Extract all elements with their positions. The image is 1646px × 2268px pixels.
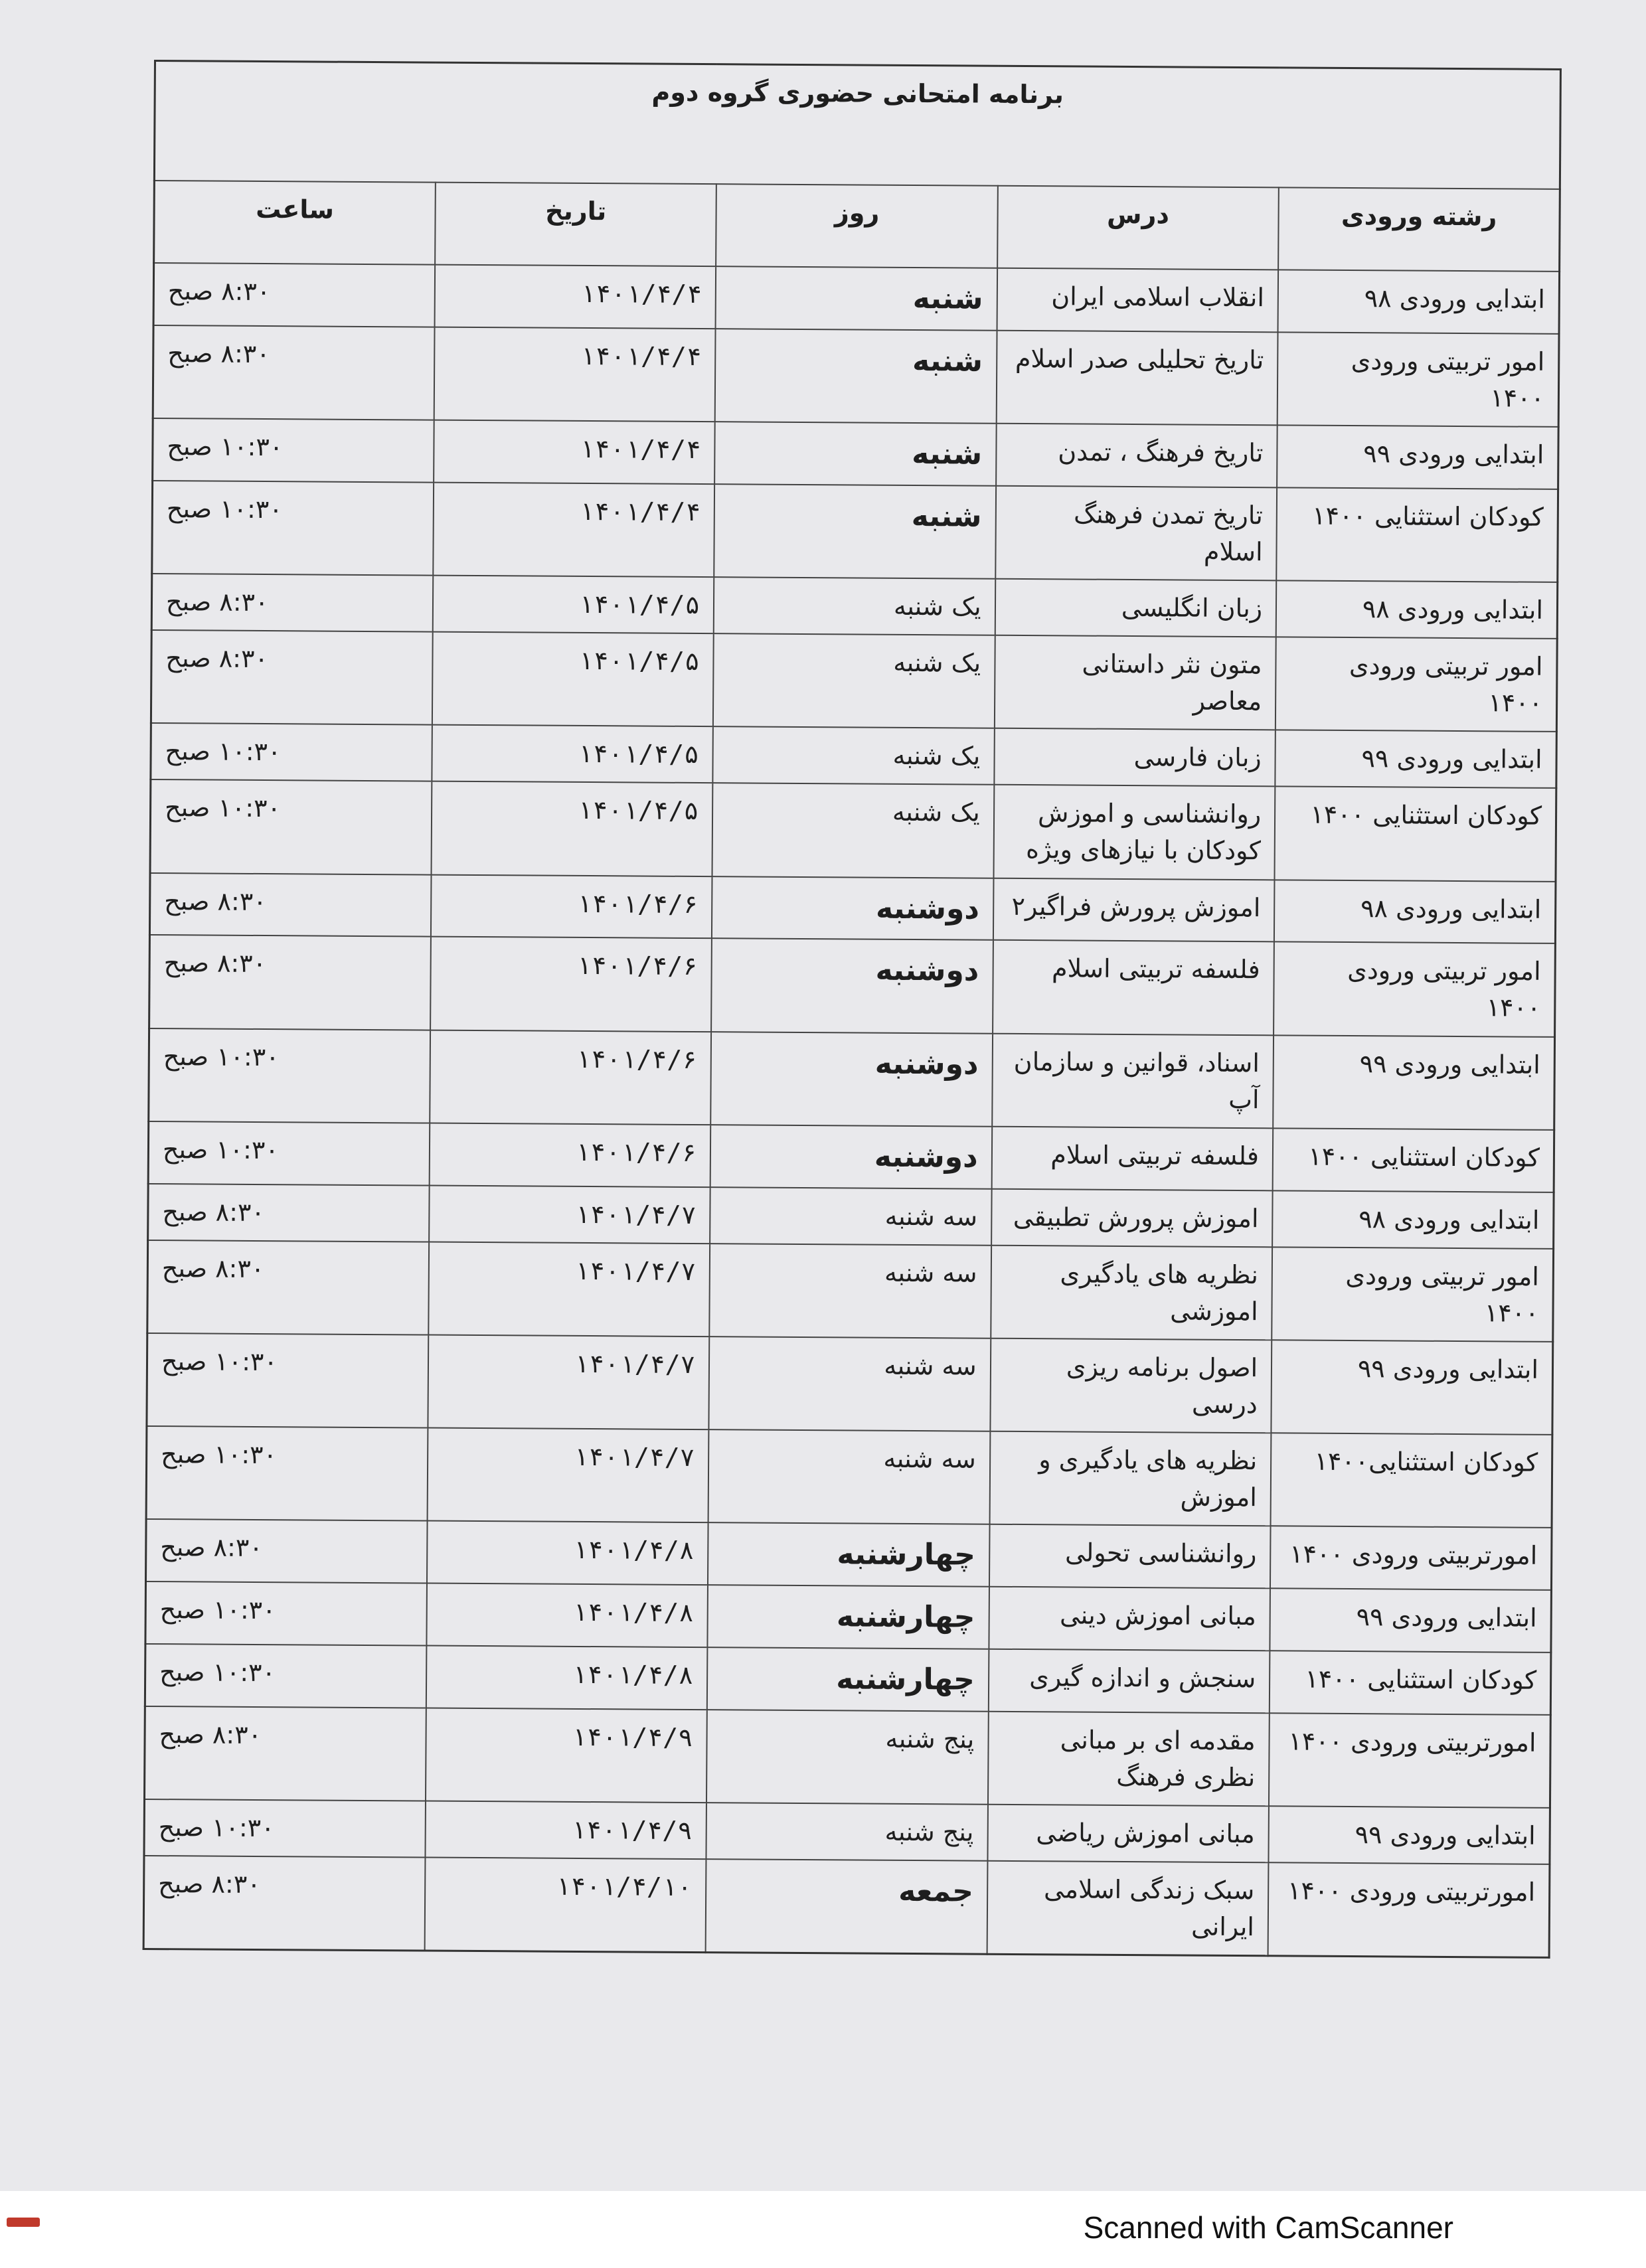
cell-field: ابتدایی ورودی ۹۹ <box>1277 425 1558 489</box>
cell-day: دوشنبه <box>710 1125 992 1188</box>
cell-date: ۱۴۰۱/۴/۵ <box>431 781 712 876</box>
cell-field: ابتدایی ورودی ۹۹ <box>1269 1806 1550 1864</box>
cell-time: ۱۰:۳۰ صبح <box>153 418 434 482</box>
cell-field: ابتدایی ورودی ۹۹ <box>1270 1588 1552 1652</box>
document-title: برنامه امتحانی حضوری گروه دوم <box>154 61 1560 189</box>
cell-course: تاریخ فرهنگ ، تمدن <box>996 424 1277 487</box>
header-time: ساعت <box>154 181 436 265</box>
cell-day: شنبه <box>714 422 996 485</box>
cell-field: امور تربیتی ورودی ۱۴۰۰ <box>1277 332 1559 427</box>
scanner-footer <box>0 2191 1646 2268</box>
table-row <box>145 1519 1552 1590</box>
cell-time: ۱۰:۳۰ صبح <box>148 1121 430 1185</box>
cell-field: امور تربیتی ورودی ۱۴۰۰ <box>1276 637 1557 732</box>
cell-course: نظریه های یادگیری و اموزش <box>989 1431 1271 1526</box>
table-row <box>153 325 1559 427</box>
table-row <box>148 1121 1554 1192</box>
header-date: تاریخ <box>435 183 716 267</box>
cell-field: کودکان استثنایی۱۴۰۰ <box>1271 1433 1552 1528</box>
cell-course: مبانی اموزش دینی <box>989 1587 1270 1651</box>
cell-time: ۸:۳۰ صبح <box>149 935 431 1030</box>
cell-date: ۱۴۰۱/۴/۷ <box>428 1242 710 1336</box>
cell-time: ۱۰:۳۰ صبح <box>147 1333 428 1428</box>
cell-time: ۱۰:۳۰ صبح <box>146 1426 428 1521</box>
cell-field: ابتدایی ورودی ۹۸ <box>1272 1190 1554 1249</box>
cell-day: یک شنبه <box>713 633 995 728</box>
table-row <box>148 1183 1554 1248</box>
cell-day: سه شنبه <box>710 1244 991 1338</box>
table-row <box>151 723 1556 788</box>
cell-date: ۱۴۰۱/۴/۶ <box>430 937 712 1032</box>
header-row <box>154 181 1560 272</box>
cell-date: ۱۴۰۱/۴/۷ <box>428 1428 709 1523</box>
table-row <box>145 1581 1552 1653</box>
table-row <box>151 630 1557 732</box>
watermark-logo-icon <box>7 2218 40 2227</box>
cell-date: ۱۴۰۱/۴/۹ <box>425 1801 706 1859</box>
cell-field: ابتدایی ورودی ۹۸ <box>1278 270 1560 333</box>
cell-field: کودکان استثنایی ۱۴۰۰ <box>1270 1651 1551 1714</box>
cell-time: ۸:۳۰ صبح <box>144 1706 426 1801</box>
cell-course: نظریه های یادگیری اموزشی <box>991 1245 1272 1340</box>
cell-day: یک شنبه <box>712 783 994 878</box>
cell-field: کودکان استثنایی ۱۴۰۰ <box>1275 787 1556 882</box>
cell-field: ابتدایی ورودی ۹۹ <box>1272 1340 1553 1435</box>
cell-time: ۸:۳۰ صبح <box>149 873 431 937</box>
table-row <box>144 1706 1550 1808</box>
cell-time: ۱۰:۳۰ صبح <box>152 481 434 576</box>
cell-date: ۱۴۰۱/۴/۸ <box>426 1645 708 1709</box>
scanner-label: Scanned with CamScanner <box>1083 2210 1453 2245</box>
cell-day: یک شنبه <box>714 577 995 635</box>
cell-course: اموزش پرورش فراگیر۲ <box>993 878 1275 941</box>
header-day: روز <box>716 184 997 268</box>
cell-field: امور تربیتی ورودی ۱۴۰۰ <box>1274 942 1555 1037</box>
table-row <box>149 873 1556 944</box>
cell-course: اسناد، قوانین و سازمان آپ <box>992 1033 1274 1128</box>
cell-date: ۱۴۰۱/۴/۵ <box>432 632 714 727</box>
cell-field: امورتربیتی ورودی ۱۴۰۰ <box>1270 1526 1552 1589</box>
cell-field: ابتدایی ورودی ۹۹ <box>1273 1035 1554 1130</box>
cell-course: اموزش پرورش تطبیقی <box>991 1188 1273 1247</box>
cell-course: سنجش و اندازه گیری <box>989 1649 1270 1712</box>
cell-day: پنج شنبه <box>706 1803 988 1861</box>
cell-course: فلسفه تربیتی اسلام <box>993 940 1274 1035</box>
cell-field: امورتربیتی ورودی ۱۴۰۰ <box>1269 1713 1550 1808</box>
cell-day: سه شنبه <box>710 1187 991 1246</box>
table-row <box>145 1644 1551 1715</box>
cell-course: فلسفه تربیتی اسلام <box>991 1126 1273 1190</box>
header-course: درس <box>997 186 1279 270</box>
table-row <box>146 1426 1552 1528</box>
cell-day: دوشنبه <box>712 876 993 940</box>
cell-time: ۸:۳۰ صبح <box>143 1856 425 1951</box>
cell-date: ۱۴۰۱/۴/۷ <box>429 1185 710 1244</box>
exam-schedule-table <box>143 60 1562 1959</box>
title-row <box>154 61 1560 189</box>
cell-day: دوشنبه <box>711 938 993 1033</box>
cell-field: امورتربیتی ورودی ۱۴۰۰ <box>1268 1862 1550 1957</box>
cell-time: ۸:۳۰ صبح <box>147 1240 429 1335</box>
cell-day: پنج شنبه <box>706 1710 988 1805</box>
cell-time: ۸:۳۰ صبح <box>151 630 432 725</box>
cell-course: زبان فارسی <box>994 728 1276 787</box>
cell-day: شنبه <box>714 484 996 579</box>
cell-time: ۸:۳۰ صبح <box>153 263 435 327</box>
cell-day: جمعه <box>706 1859 987 1954</box>
cell-date: ۱۴۰۱/۴/۶ <box>430 1030 711 1125</box>
schedule-body <box>143 263 1559 1957</box>
cell-date: ۱۴۰۱/۴/۴ <box>434 265 716 329</box>
cell-day: سه شنبه <box>709 1336 991 1431</box>
cell-time: ۸:۳۰ صبح <box>151 574 433 632</box>
cell-day: دوشنبه <box>711 1032 993 1127</box>
cell-time: ۸:۳۰ صبح <box>148 1183 430 1242</box>
cell-date: ۱۴۰۱/۴/۴ <box>434 327 716 422</box>
cell-date: ۱۴۰۱/۴/۵ <box>433 576 714 634</box>
cell-time: ۱۰:۳۰ صبح <box>144 1799 426 1858</box>
cell-field: ابتدایی ورودی ۹۸ <box>1274 880 1556 943</box>
cell-time: ۱۰:۳۰ صبح <box>145 1581 427 1645</box>
cell-date: ۱۴۰۱/۴/۸ <box>426 1583 708 1647</box>
cell-day: شنبه <box>716 266 997 330</box>
table-row <box>150 779 1556 881</box>
cell-field: کودکان استثنایی ۱۴۰۰ <box>1273 1128 1554 1192</box>
exam-schedule-sheet <box>143 60 1562 1967</box>
cell-date: ۱۴۰۱/۴/۶ <box>430 1123 711 1186</box>
table-row <box>149 935 1556 1036</box>
cell-time: ۸:۳۰ صبح <box>153 325 434 420</box>
cell-course: متون نثر داستانی معاصر <box>995 635 1276 730</box>
table-row <box>147 1333 1553 1435</box>
table-row <box>143 1856 1550 1958</box>
cell-time: ۱۰:۳۰ صبح <box>149 1028 430 1123</box>
cell-field: ابتدایی ورودی ۹۹ <box>1275 730 1556 789</box>
table-row <box>153 263 1560 334</box>
table-row <box>144 1799 1550 1864</box>
cell-course: روانشناسی و اموزش کودکان با نیازهای ویژه <box>993 785 1275 880</box>
cell-time: ۱۰:۳۰ صبح <box>150 779 432 874</box>
cell-date: ۱۴۰۱/۴/۴ <box>433 482 714 577</box>
cell-date: ۱۴۰۱/۴/۹ <box>426 1708 707 1803</box>
cell-course: اصول برنامه ریزی درسی <box>990 1338 1272 1433</box>
cell-date: ۱۴۰۱/۴/۸ <box>427 1521 708 1585</box>
cell-course: مبانی اموزش ریاضی <box>987 1804 1269 1862</box>
cell-time: ۱۰:۳۰ صبح <box>145 1644 426 1708</box>
cell-course: تاریخ تحلیلی صدر اسلام <box>996 331 1277 426</box>
cell-day: چهارشنبه <box>708 1522 989 1586</box>
cell-course: انقلاب اسلامی ایران <box>997 268 1278 332</box>
cell-time: ۱۰:۳۰ صبح <box>151 723 432 781</box>
cell-time: ۸:۳۰ صبح <box>145 1519 427 1583</box>
cell-course: تاریخ تمدن فرهنگ اسلام <box>995 486 1277 581</box>
cell-course: سبک زندگی اسلامی ایرانی <box>987 1861 1268 1956</box>
cell-field: کودکان استثنایی ۱۴۰۰ <box>1276 487 1558 582</box>
cell-field: امور تربیتی ورودی ۱۴۰۰ <box>1272 1247 1553 1342</box>
cell-day: شنبه <box>715 329 997 424</box>
cell-course: زبان انگلیسی <box>995 579 1276 637</box>
header-field: رشته ورودی <box>1278 187 1560 272</box>
cell-day: یک شنبه <box>713 726 995 785</box>
cell-date: ۱۴۰۱/۴/۷ <box>428 1335 709 1429</box>
cell-course: مقدمه ای بر مبانی نظری فرهنگ <box>988 1711 1270 1806</box>
cell-date: ۱۴۰۱/۴/۱۰ <box>425 1857 706 1952</box>
cell-field: ابتدایی ورودی ۹۸ <box>1276 580 1558 639</box>
table-row <box>151 574 1557 639</box>
cell-date: ۱۴۰۱/۴/۴ <box>434 420 715 484</box>
cell-date: ۱۴۰۱/۴/۶ <box>431 874 712 938</box>
cell-day: سه شنبه <box>708 1429 990 1524</box>
table-row <box>149 1028 1555 1129</box>
cell-day: چهارشنبه <box>707 1647 989 1711</box>
table-row <box>153 418 1559 489</box>
cell-day: چهارشنبه <box>708 1585 989 1649</box>
table-row <box>147 1240 1554 1342</box>
cell-date: ۱۴۰۱/۴/۵ <box>432 725 713 783</box>
table-row <box>152 481 1558 582</box>
cell-course: روانشناسی تحولی <box>989 1524 1271 1588</box>
